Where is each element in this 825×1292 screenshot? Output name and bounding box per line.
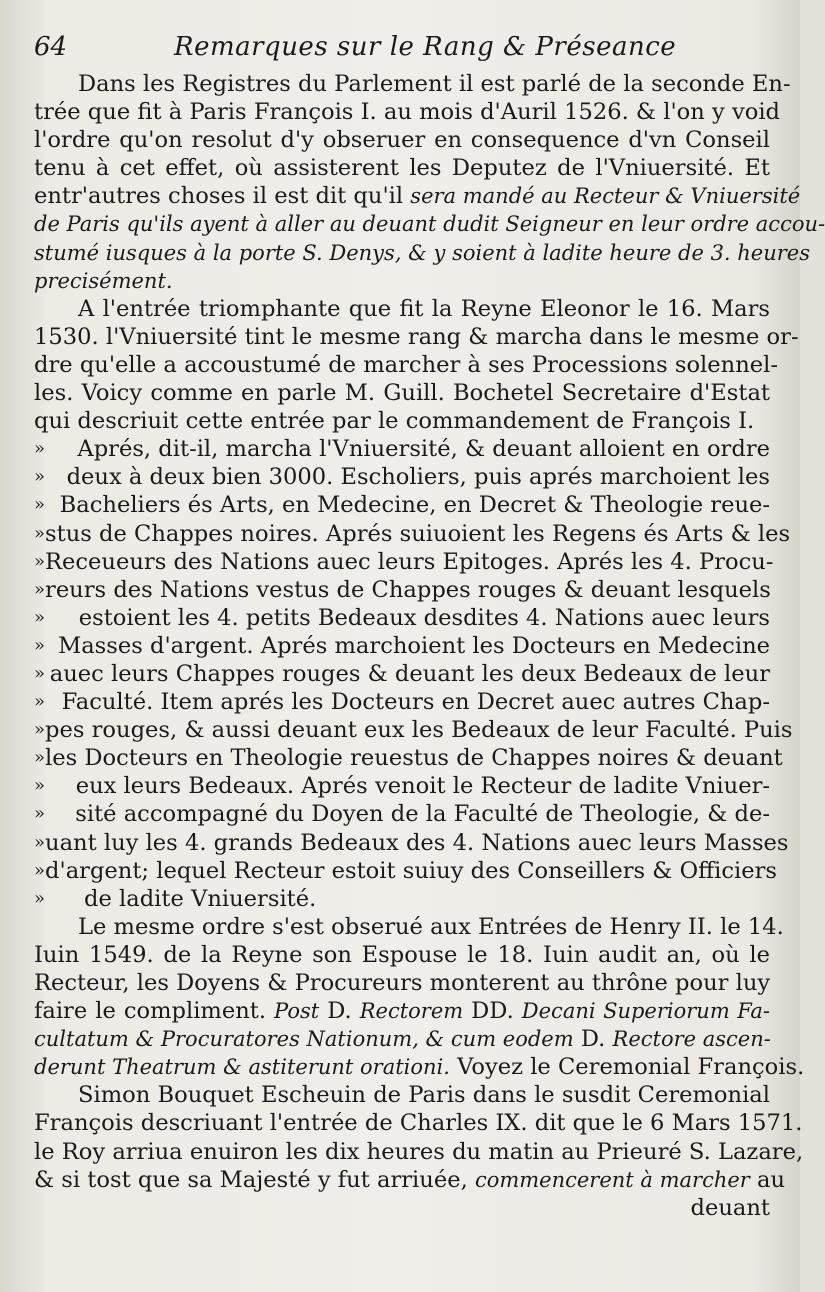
text-segment: D. (573, 1026, 613, 1053)
text-segment: eux leurs Bedeaux. Aprés venoit le Recteur de ladite Vniuer- (75, 773, 770, 800)
text-segment: estoient les 4. petits Bedeaux desdites 4. Nations auec leurs (78, 604, 770, 631)
text-segment: Masses d'argent. Aprés marchoient les Docteurs en Medecine (58, 632, 770, 659)
text-segment: François descriuant l'entrée de Charles IX. dit que le 6 Mars 1571. (34, 1110, 803, 1137)
text-line (34, 548, 774, 576)
italic-text: cultatum & Procuratores Nationum, & cum eodem (34, 1027, 574, 1052)
quote-mark: » (34, 522, 46, 544)
quote-mark: » (34, 606, 46, 628)
text-segment: faire le compliment. (34, 998, 275, 1025)
text-line (34, 154, 770, 182)
text-line (34, 632, 770, 660)
italic-text: derunt Theatrum & astiterunt orationi. (34, 1055, 450, 1080)
text-line (34, 772, 770, 800)
text-segment: Dans les Registres du Parlement il est parlé de la seconde En- (78, 71, 791, 97)
text-line (34, 98, 781, 126)
text-segment: Aprés, dit-il, marcha l'Vniuersité, & deuant alloient en ordre (77, 436, 770, 463)
text-line (34, 913, 784, 941)
text-segment: A l'entrée triomphante que fit la Reyne Eleonor le 16. Mars (78, 295, 770, 322)
quote-mark: » (34, 550, 46, 572)
text-line (34, 997, 770, 1025)
text-segment: stus de Chappes noires. Aprés suiuoient les Regens és Arts & les (45, 520, 791, 547)
quote-mark: » (34, 662, 46, 684)
text-segment: Le mesme ordre s'est obserué aux Entrées de Henry II. le 14. (78, 913, 784, 940)
text-line (34, 941, 770, 969)
text-segment: Recteur, les Doyens & Procureurs monterent au thrône pour luy (34, 970, 771, 996)
text-line (34, 744, 783, 772)
italic-text: stumé iusques à la porte S. Denys, & y soient à ladite heure de 3. heures (34, 240, 811, 265)
quote-mark: » (34, 719, 46, 741)
text-segment: trée que fit à Paris François I. au mois d'Auril 1526. & l'on y void (34, 99, 781, 126)
quoted-paragraph (34, 435, 793, 913)
text-line (34, 885, 770, 913)
text-segment: Iuin 1549. de la Reyne son Espouse le 18. Iuin audit an, où le (34, 941, 770, 968)
text-segment: les. Voicy comme en parle M. Guill. Bochetel Secretaire d'Estat (34, 380, 770, 407)
text-line (34, 1109, 803, 1137)
text-line (34, 716, 793, 744)
text-segment: reurs des Nations vestus de Chappes rouges & deuant lesquels (45, 576, 771, 603)
text-segment: Simon Bouquet Escheuin de Paris dans le susdit Ceremonial (78, 1082, 770, 1109)
text-line (34, 239, 811, 267)
text-line (34, 210, 825, 238)
quote-mark: » (34, 775, 46, 797)
text-segment: DD. (463, 998, 522, 1025)
quote-mark: » (34, 747, 46, 769)
text-segment: 1530. l'Vniuersité tint le mesme rang & marcha dans le mesme or- (34, 323, 799, 350)
text-segment: au (749, 1166, 786, 1193)
text-line (34, 182, 801, 210)
text-line (34, 688, 770, 716)
text-segment: l'ordre qu'on resolut d'y obseruer en consequence d'vn Conseil (34, 127, 770, 154)
italic-text: sera mandé au Recteur & Vniuersité (410, 184, 801, 209)
italic-text: Rectorem (359, 999, 464, 1024)
text-line (34, 491, 770, 519)
text-line (34, 323, 799, 351)
quote-mark: » (34, 438, 46, 460)
text-line (34, 604, 770, 632)
quote-mark: » (34, 803, 46, 825)
text-segment: D. (319, 998, 360, 1025)
paragraph (34, 70, 825, 295)
quote-mark: » (34, 634, 46, 656)
quote-mark: » (34, 831, 46, 853)
text-segment: qui descriuit cette entrée par le commandement de François I. (34, 408, 755, 435)
text-segment: dre qu'elle a accoustumé de marcher à ses Processions solennel- (34, 351, 778, 378)
text-line (34, 1081, 770, 1109)
text-segment: Voyez le Ceremonial François. (449, 1054, 805, 1081)
italic-text: Rectore ascen- (612, 1027, 771, 1052)
quote-mark: » (34, 578, 46, 600)
text-segment: Receueurs des Nations auec leurs Epitoges. Aprés les 4. Procu- (45, 548, 774, 575)
text-line (34, 800, 770, 828)
text-segment: d'argent; lequel Recteur estoit suiuy des Conseillers & Officiers (45, 857, 778, 884)
italic-text: commencerent à marcher (474, 1167, 750, 1192)
quote-mark: » (34, 887, 46, 909)
catchword: deuant (690, 1194, 770, 1221)
italic-text: de Paris qu'ils ayent à aller au deuant dudit Seigneur en leur ordre accou- (34, 212, 825, 237)
paragraph (34, 913, 805, 1082)
text-segment: & si tost que sa Majesté y fut arriuée, (34, 1166, 475, 1193)
text-line (34, 969, 770, 997)
text-line (34, 379, 770, 407)
text-line (34, 660, 770, 688)
text-segment: Faculté. Item aprés les Docteurs en Decret auec autres Chap- (61, 689, 770, 716)
quote-mark: » (34, 691, 46, 713)
text-line (34, 576, 770, 604)
running-title: Remarques sur le Rang & Préseance (174, 32, 677, 62)
page-header (34, 32, 770, 70)
text-line (34, 351, 778, 379)
text-line (34, 267, 770, 295)
quote-mark: » (34, 494, 46, 516)
text-line (34, 295, 770, 323)
text-line (34, 407, 770, 435)
text-line (34, 1138, 804, 1166)
paragraph (34, 295, 799, 435)
text-segment: de ladite Vniuersité. (84, 885, 317, 912)
text-segment: uant luy les 4. grands Bedeaux des 4. Nations auec leurs Masses (45, 829, 789, 856)
text-line (34, 1025, 770, 1053)
text-line (34, 1053, 805, 1081)
paragraph (34, 1081, 804, 1193)
text-segment: Bacheliers és Arts, en Medecine, en Decret & Theologie reue- (59, 492, 770, 519)
italic-text: Post (274, 999, 320, 1024)
text-line (34, 520, 791, 548)
text-line (34, 435, 770, 463)
italic-text: precisément. (34, 268, 173, 293)
text-segment: sité accompagné du Doyen de la Faculté de Theologie, & de- (75, 801, 770, 828)
italic-text: Decani Superiorum Fa- (521, 999, 770, 1024)
quote-mark: » (34, 466, 46, 488)
text-segment: le Roy arriua enuiron les dix heures du matin au Prieuré S. Lazare, (34, 1138, 804, 1165)
text-segment: tenu à cet effet, où assisterent les Deputez de l'Vniuersité. Et (34, 155, 770, 182)
text-line (34, 857, 778, 885)
text-segment: auec leurs Chappes rouges & deuant les deux Bedeaux de leur (49, 660, 770, 687)
body-text (34, 70, 825, 1194)
text-segment: pes rouges, & aussi deuant eux les Bedeaux de leur Faculté. Puis (45, 717, 793, 744)
text-segment: entr'autres choses il est dit qu'il (34, 183, 411, 210)
text-line (34, 70, 791, 98)
text-segment: les Docteurs en Theologie reuestus de Chappes noires & deuant (45, 745, 783, 772)
quote-mark: » (34, 859, 46, 881)
text-line (34, 829, 789, 857)
text-line (34, 126, 770, 154)
text-segment: deux à deux bien 3000. Escholiers, puis aprés marchoient les (66, 464, 770, 491)
page-number: 64 (34, 32, 68, 62)
text-line (34, 1166, 786, 1194)
text-line (34, 463, 770, 491)
